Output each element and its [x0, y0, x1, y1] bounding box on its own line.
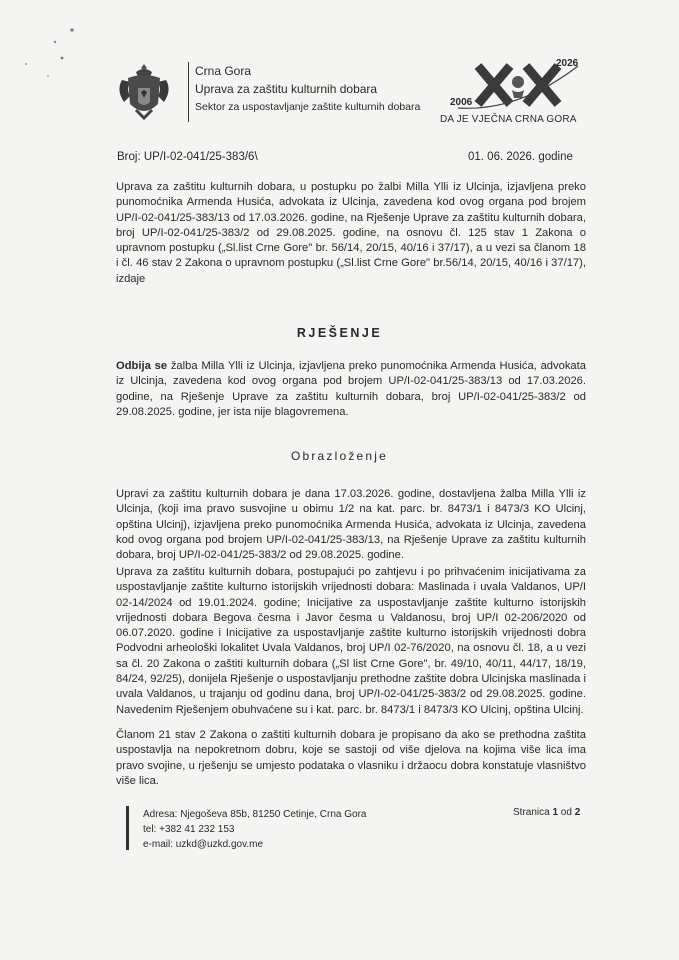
document-title: RJEŠENJE [296, 326, 383, 340]
jubilee-year-right: 2026 [556, 58, 579, 69]
reasoning-paragraph: Upravi za zaštitu kulturnih dobara je dana 17.03.2026. godine, dostavljena žalba Milla Ylli iz Ulcinja, (koji ima pravo susvojine u obimu 1/2 na kat. parc. br. 8473/1 i 8473/3 KO Ulcinj, opština Ulcinj), izjavljena preko punomoćnika Armenda Husića, advokata iz Ulcinja, zavedena kod ovog organa pod brojem UP/I-02-041/25-383/13, na Rješenje Uprave za zaštitu kulturnih dobara, broj UP/I-02-041/25-383/2 od 29.08.2025. godine. [116, 488, 586, 562]
footer-address: Adresa: Njegoševa 85b, 81250 Cetinje, Crna Gora [143, 809, 367, 820]
case-number: Broj: UP/I-02-041/25-383/6\ [117, 151, 258, 163]
footer-phone: tel: +382 41 232 153 [143, 824, 235, 835]
decision-paragraph [116, 359, 586, 420]
footer-email: e-mail: uzkd@uzkd.gov.me [143, 839, 264, 850]
intro-paragraph: Uprava za zaštitu kulturnih dobara, u postupku po žalbi Milla Ylli iz Ulcinja, izjavljena preko punomoćnika Armenda Husića, advokata iz Ulcinja, zavedena kod ovog organa pod brojem UP/I-02-041/25-383/13 od 17.03.2026. godine, na Rješenje Uprave za zaštitu kulturnih dobara, broj UP/I-02-041/25-383/2 od 29.08.2025. godine, na osnovu čl. 125 stav 1 Zakona o upravnom postupku („Sl.list Crne Gore" br. 56/14, 20/15, 40/16 i 37/17), a u vezi sa članom 18 i čl. 46 stav 2 Zakona o upravnom postupku („Sl.list Crne Gore" br.56/14, 20/15, 40/16 i 37/17), izdaje [116, 181, 586, 285]
reasoning-heading: Obrazloženje [290, 449, 389, 463]
page-prefix: Stranica [513, 807, 553, 818]
country-name: Crna Gora [195, 64, 252, 78]
reasoning-paragraph: Članom 21 stav 2 Zakona o zaštiti kulturnih dobara je propisano da ako se prethodna zaštita uspostavlja na nepokretnom dobru, koje se sastoji od više djelova na kojima više lica ima pravo svojine, u rješenju se umjesto podataka o vlasniku i držaocu dobra konstatuje vlasništvo više lica. [116, 729, 586, 787]
page-current: 1 [552, 807, 559, 818]
reasoning-paragraph: Uprava za zaštitu kulturnih dobara, postupajući po zahtjevu i po prihvaćenim inicijativama za uspostavljanje zaštite kulturno istorijskih vrijednosti dobara: Maslinada i uvala Valdanos, UP/I 02-14/2024 od 19.01.2024. godine; Inicijative za uspostavljanje zaštite kulturno istorijskih vrijednosti dobara Begova česma i Javor česma u Valdanosu, broj UP/I 02-206/2020 od 06.07.2020. godine i Inicijative za uspostavljanje zaštite kulturno istorijskih vrijednosti dobra Podvodni arheološki lokalitet Uvala Valdanos, broj UP/I 02-76/2020, na osnovu čl. 18, a u vezi sa čl. 20 Zakona o zaštiti kulturnih dobara („Sl list Crne Gore", br. 49/10, 40/11, 44/17, 18/19, 84/24, 92/25), donijela Rješenje o uspostavljanju prethodne zaštite dobra Ulcinjska maslinada i uvala Valdanos, u trajanju od godinu dana, broj UP/I-02-041/25-383/2 od 29.08.2025. godine. Navedenim Rješenjem obuhvaćene su i kat. parc. br. 8473/1 i 8473/3 KO Ulcinj, opština Ulcinj. [116, 566, 586, 716]
jubilee-year-left: 2006 [450, 97, 473, 108]
page-mid: od [558, 807, 575, 818]
sector-name: Sektor za uspostavljanje zaštite kulturnih dobara [195, 101, 421, 113]
page-number [513, 807, 580, 818]
footer-divider [126, 806, 129, 850]
issuer-header [188, 62, 420, 122]
page-total: 2 [574, 807, 581, 818]
decision-lead: Odbija se [116, 360, 168, 372]
agency-name: Uprava za zaštitu kulturnih dobara [195, 82, 378, 96]
document-date: 01. 06. 2026. godine [468, 151, 573, 163]
coat-of-arms-icon [114, 60, 174, 124]
decision-text: žalba Milla Ylli iz Ulcinja, izjavljena preko punomoćnika Armenda Husića, advokata iz Ulcinja, zavedena kod ovog organa pod brojem UP/I-02-041/25-383/13 od 17.03.2026. godine, na Rješenje Uprave za zaštitu kulturnih dobara, broj UP/I-02-041/25-383/2 od 29.08.2025. godine, jer ista nije blagovremena. [116, 360, 586, 418]
jubilee-caption: DA JE VJEČNA CRNA GORA [440, 114, 577, 125]
